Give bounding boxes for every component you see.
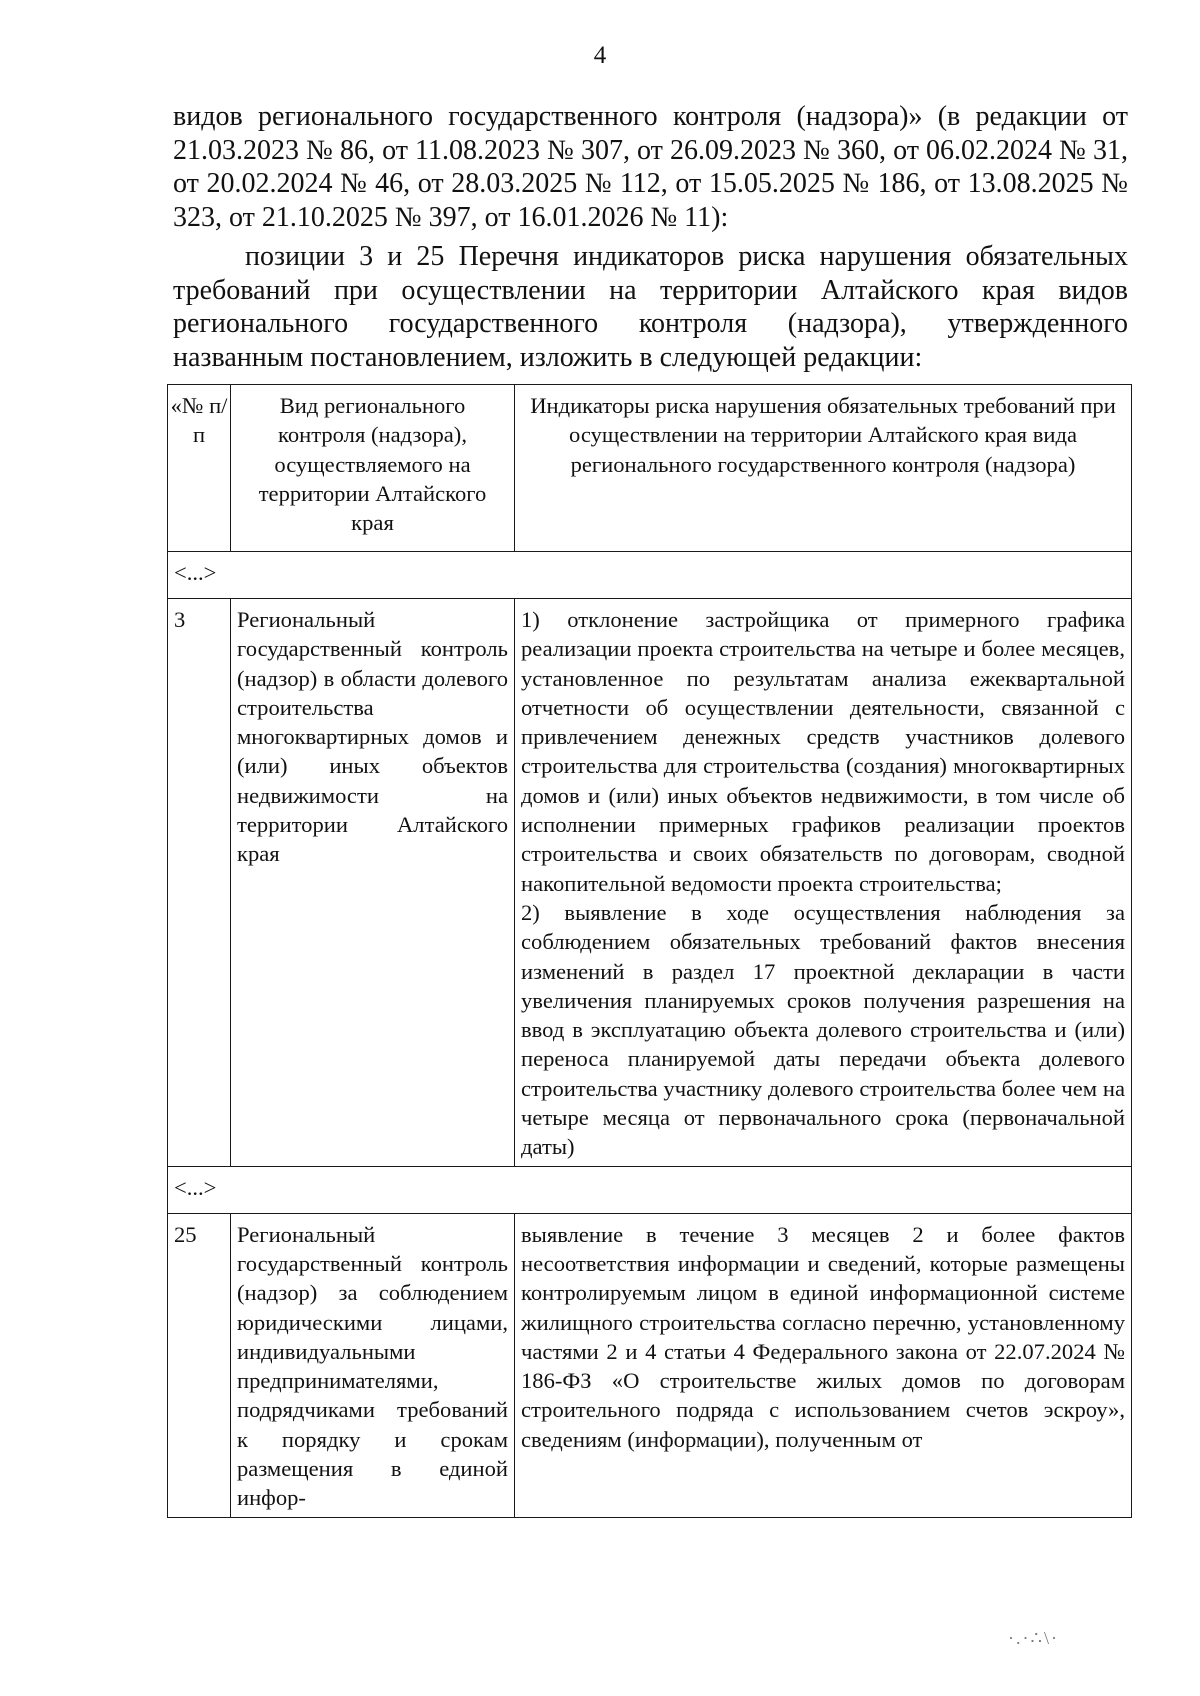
header-control-type <box>231 385 515 552</box>
header-number-text: «№ п/п <box>170 393 228 448</box>
row-25-indicator: выявление в течение 3 месяцев 2 и более фактов несоответствия информации и сведений, которые размещены контролируемым лицом в единой информационной системе жилищного строительства согласно перечню, установленному частями 2 и 4 статьи 4 Федерального закона от 22.07.2024 № 186-ФЗ «О строительстве жилых домов по договорам строительного подряда с использованием счетов эскроу», сведениям (информации), полученным от <box>515 1213 1132 1517</box>
ellipsis-text: <...> <box>174 560 217 585</box>
ellipsis-cell <box>168 552 1132 599</box>
table-row <box>168 1213 1132 1517</box>
positions-paragraph: позиции 3 и 25 Перечня индикаторов риска нарушения обязательных требований при осуществлении на территории Алтайского края видов регионального государственного контроля (надзора), утвержденного названным постановлением, изложить в следующей редакции: <box>173 241 1128 373</box>
risk-indicators-table <box>167 384 1132 1518</box>
table-header-row <box>168 385 1132 552</box>
header-control-type-text: Вид регионального контроля (надзора), осуществляемого на территории Алтайского края <box>258 393 487 536</box>
ellipsis-cell <box>168 1166 1132 1213</box>
intro-paragraph: видов регионального государственного контроля (надзора)» (в редакции от 21.03.2023 № 86, от 11.08.2023 № 307, от 26.09.2023 № 360, от 06.02.2024 № 31, от 20.02.2024 № 46, от 28.03.2025 № 112, от 15.05.2025 № 186, от 13.08.2025 № 323, от 21.10.2025 № 397, от 16.01.2026 № 11): <box>173 101 1128 233</box>
row-3-control-type: Региональный государственный контроль (надзор) в области долевого строительства многоквартирных домов и (или) иных объектов недвижимости на территории Алтайского края <box>231 599 515 1167</box>
row-3-number: 3 <box>168 599 231 1167</box>
row-3-indicator-2: 2) выявление в ходе осуществления наблюдения за соблюдением обязательных требований фактов внесения изменений в раздел 17 проектной декларации в части увеличения планируемых сроков получения разрешения на ввод в эксплуатацию объекта долевого строительства и (или) переноса планируемой даты передачи объекта долевого строительства участнику долевого строительства более чем на четыре месяца от первоначального срока (первоначальной даты) <box>521 899 1125 1160</box>
table-row-ellipsis <box>168 1166 1132 1213</box>
row-25-control-type: Региональный государственный контроль (надзор) за соблюдением юридическими лицами, индивидуальными предпринимателями, подрядчиками требований к порядку и срокам размещения в единой инфор- <box>231 1213 515 1517</box>
ellipsis-text: <...> <box>174 1174 217 1200</box>
header-indicators-text: Индикаторы риска нарушения обязательных требований при осуществлении на территории Алтайского края вида регионального государственного контроля (надзора) <box>530 393 1116 477</box>
row-3-indicators <box>515 599 1132 1167</box>
pen-mark: ·.·∴\· <box>1008 1628 1059 1648</box>
table-row <box>168 599 1132 1167</box>
row-3-indicator-1: 1) отклонение застройщика от примерного графика реализации проекта строительства на четыре и более месяцев, установленное по результатам анализа ежеквартальной отчетности об осуществлении деятельности, связанной с привлечением денежных средств участников долевого строительства для строительства (создания) многоквартирных домов и (или) иных объектов недвижимости, в том числе об исполнении примерных графиков реализации проектов строительства и своих обязательств по договорам, сводной накопительной ведомости проекта строительства; <box>521 607 1125 896</box>
row-25-number: 25 <box>168 1213 231 1517</box>
table-row-ellipsis <box>168 552 1132 599</box>
header-number <box>168 385 231 552</box>
header-indicators <box>515 385 1132 552</box>
page-number: 4 <box>593 42 607 69</box>
